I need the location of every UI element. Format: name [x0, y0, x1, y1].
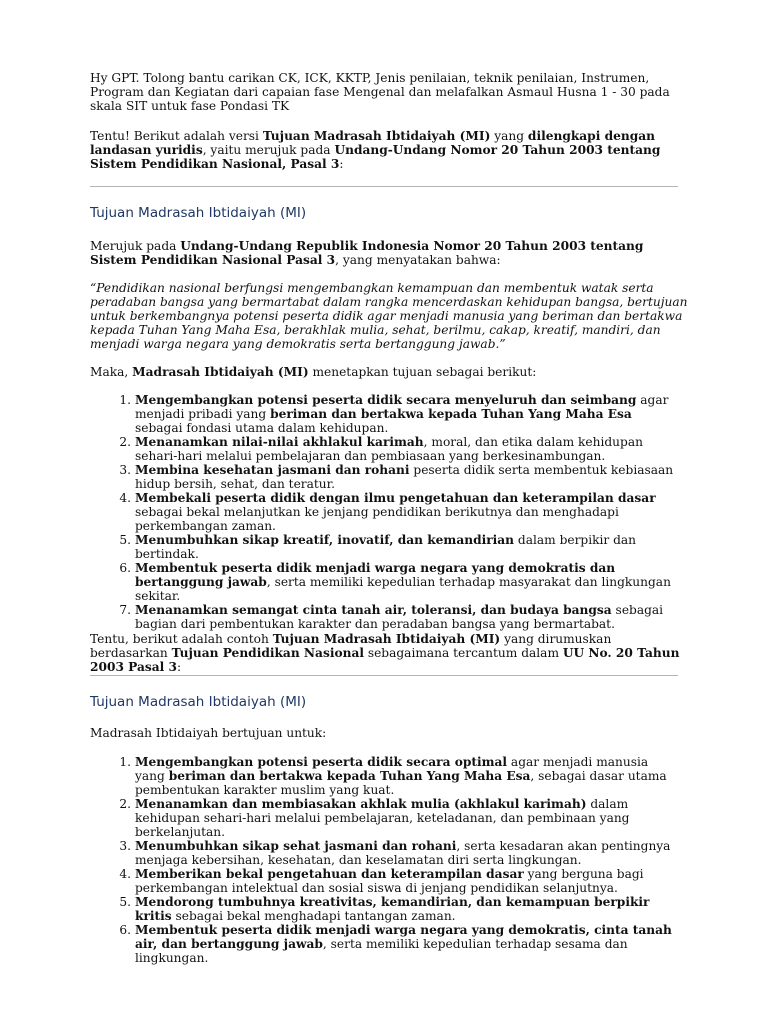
- list-item-bold: Membentuk peserta didik menjadi warga negara yang demokratis, cinta tanah air, dan bertanggung jawab: [135, 923, 672, 951]
- section-2-lead: Madrasah Ibtidaiyah bertujuan untuk:: [90, 726, 327, 740]
- closing-text-3: sebagaimana tercantum dalam: [363, 646, 563, 660]
- list-item-number: 1.: [119, 393, 131, 407]
- list-item-bold: beriman dan bertakwa kepada Tuhan Yang Maha Esa: [168, 769, 531, 783]
- closing-text-1: Tentu, berikut adalah contoh: [90, 632, 273, 646]
- closing-bold-2: Tujuan Pendidikan Nasional: [171, 646, 364, 660]
- list-item-text: sebagai bagian dari pembentukan karakter dan peradaban bangsa yang bermartabat.: [135, 603, 664, 631]
- lead-text-1: Maka,: [90, 365, 133, 379]
- list-item-text: , serta memiliki kepedulian terhadap sesama dan lingkungan.: [135, 937, 628, 965]
- list-item-bold: beriman dan bertakwa kepada Tuhan Yang Maha Esa: [270, 407, 632, 421]
- list-item-number: 2.: [119, 797, 131, 811]
- list-item-number: 3.: [119, 839, 131, 853]
- list-item-text: dalam berpikir dan bertindak.: [135, 533, 637, 561]
- list-item: [119, 923, 680, 965]
- list-item-bold: Menumbuhkan sikap sehat jasmani dan rohani: [135, 839, 457, 853]
- list-item-bold: Mengembangkan potensi peserta didik secara optimal: [135, 755, 508, 769]
- law-quote: “Pendidikan nasional berfungsi mengembangkan kemampuan dan membentuk watak serta peradaban bangsa yang bermartabat dalam rangka mencerdaskan kehidupan bangsa, bertujuan untuk berkembangnya potensi peserta didik agar menjadi manusia yang beriman dan bertakwa kepada Tuhan Yang Maha Esa, berakhlak mulia, sehat, berilmu, cakap, kreatif, mandiri, dan menjadi warga negara yang demokratis serta bertanggung jawab.”: [90, 281, 688, 351]
- list-item: [119, 895, 680, 923]
- answer-intro-text-2: yang: [490, 129, 528, 143]
- list-item: [119, 393, 680, 435]
- list-item-bold: Menanamkan semangat cinta tanah air, toleransi, dan budaya bangsa: [135, 603, 612, 617]
- closing-bold-1: Tujuan Madrasah Ibtidaiyah (MI): [272, 632, 501, 646]
- reference-text-1: Merujuk pada: [90, 239, 181, 253]
- list-item-text: peserta didik serta membentuk kebiasaan hidup bersih, sehat, dan teratur.: [135, 463, 674, 491]
- divider: [90, 186, 678, 187]
- list-item-bold: Memberikan bekal pengetahuan dan keterampilan dasar: [135, 867, 524, 881]
- list-item-number: 7.: [119, 603, 131, 617]
- answer-intro-bold-3: Undang-Undang Nomor 20 Tahun 2003 tentang Sistem Pendidikan Nasional, Pasal 3: [90, 143, 661, 171]
- closing-text-4: :: [177, 660, 182, 674]
- list-item-text: , serta memiliki kepedulian terhadap masyarakat dan lingkungan sekitar.: [135, 575, 671, 603]
- section-1-heading: Tujuan Madrasah Ibtidaiyah (MI): [90, 205, 307, 221]
- divider: [90, 675, 678, 676]
- reference-text-2: , yang menyatakan bahwa:: [335, 253, 501, 267]
- list-item-text: agar menjadi pribadi yang: [135, 393, 669, 421]
- list-item-number: 6.: [119, 561, 131, 575]
- list-item-text: , sebagai dasar utama pembentukan karakter muslim yang kuat.: [135, 769, 667, 797]
- section-1-reference: [90, 239, 690, 267]
- closing-text-2: yang dirumuskan berdasarkan: [90, 632, 612, 660]
- list-item: [119, 603, 680, 631]
- answer-intro-text-1: Tentu! Berikut adalah versi: [90, 129, 263, 143]
- list-item-bold: Menanamkan nilai-nilai akhlakul karimah: [135, 435, 424, 449]
- list-item-text: , serta kesadaran akan pentingnya menjaga kebersihan, kesehatan, dan keselamatan diri serta lingkungan.: [135, 839, 671, 867]
- list-item-bold: Mengembangkan potensi peserta didik secara menyeluruh dan seimbang: [135, 393, 637, 407]
- list-item-bold: Menanamkan dan membiasakan akhlak mulia (akhlakul karimah): [135, 797, 587, 811]
- section-1-closing: [90, 632, 690, 674]
- section-2-list: [119, 755, 680, 965]
- list-item: [119, 561, 680, 603]
- list-item: [119, 797, 680, 839]
- lead-bold: Madrasah Ibtidaiyah (MI): [132, 365, 309, 379]
- list-item: [119, 491, 680, 533]
- list-item-bold: Mendorong tumbuhnya kreativitas, kemandirian, dan kemampuan berpikir kritis: [135, 895, 650, 923]
- list-item-number: 2.: [119, 435, 131, 449]
- list-item-bold: Membina kesehatan jasmani dan rohani: [135, 463, 410, 477]
- list-item: [119, 435, 680, 463]
- list-item-bold: Membentuk peserta didik menjadi warga negara yang demokratis dan bertanggung jawab: [135, 561, 616, 589]
- list-item-number: 4.: [119, 491, 131, 505]
- list-item: [119, 839, 680, 867]
- answer-intro-bold-1: Tujuan Madrasah Ibtidaiyah (MI): [262, 129, 491, 143]
- section-1-list: [119, 393, 680, 631]
- list-item-number: 4.: [119, 867, 131, 881]
- list-item: [119, 533, 680, 561]
- answer-intro-bold-2: dilengkapi dengan landasan yuridis: [90, 129, 655, 157]
- list-item-text: sebagai fondasi utama dalam kehidupan.: [135, 421, 389, 435]
- answer-intro-text-4: :: [339, 157, 344, 171]
- answer-intro: [90, 129, 690, 171]
- list-item-number: 5.: [119, 895, 131, 909]
- list-item: [119, 755, 680, 797]
- list-item-bold: Menumbuhkan sikap kreatif, inovatif, dan kemandirian: [135, 533, 515, 547]
- list-item-number: 6.: [119, 923, 131, 937]
- section-1-lead: [90, 365, 690, 379]
- list-item-number: 3.: [119, 463, 131, 477]
- list-item: [119, 463, 680, 491]
- list-item-text: sebagai bekal menghadapi tantangan zaman.: [171, 909, 456, 923]
- list-item-bold: Membekali peserta didik dengan ilmu pengetahuan dan keterampilan dasar: [135, 491, 656, 505]
- closing-bold-3: UU No. 20 Tahun 2003 Pasal 3: [90, 646, 680, 674]
- reference-bold: Undang-Undang Republik Indonesia Nomor 20 Tahun 2003 tentang Sistem Pendidikan Nasional Pasal 3: [90, 239, 644, 267]
- user-prompt: Hy GPT. Tolong bantu carikan CK, ICK, KKTP, Jenis penilaian, teknik penilaian, Instrumen, Program dan Kegiatan dari capaian fase Mengenal dan melafalkan Asmaul Husna 1 - 30 pada skala SIT untuk fase Pondasi TK: [90, 71, 670, 113]
- section-2-heading: Tujuan Madrasah Ibtidaiyah (MI): [90, 694, 307, 710]
- list-item-text: dalam kehidupan sehari-hari melalui pembelajaran, keteladanan, dan pembinaan yang berkelanjutan.: [135, 797, 630, 839]
- answer-intro-text-3: , yaitu merujuk pada: [202, 143, 335, 157]
- list-item-text: sebagai bekal melanjutkan ke jenjang pendidikan berikutnya dan menghadapi perkembangan zaman.: [135, 505, 619, 533]
- list-item-text: agar menjadi manusia yang: [135, 755, 649, 783]
- lead-text-2: menetapkan tujuan sebagai berikut:: [308, 365, 537, 379]
- list-item-text: yang berguna bagi perkembangan intelektual dan sosial siswa di jenjang pendidikan selanjutnya.: [135, 867, 644, 895]
- list-item-number: 5.: [119, 533, 131, 547]
- list-item: [119, 867, 680, 895]
- list-item-text: , moral, dan etika dalam kehidupan sehari-hari melalui pembelajaran dan pembiasaan yang berkesinambungan.: [135, 435, 643, 463]
- list-item-number: 1.: [119, 755, 131, 769]
